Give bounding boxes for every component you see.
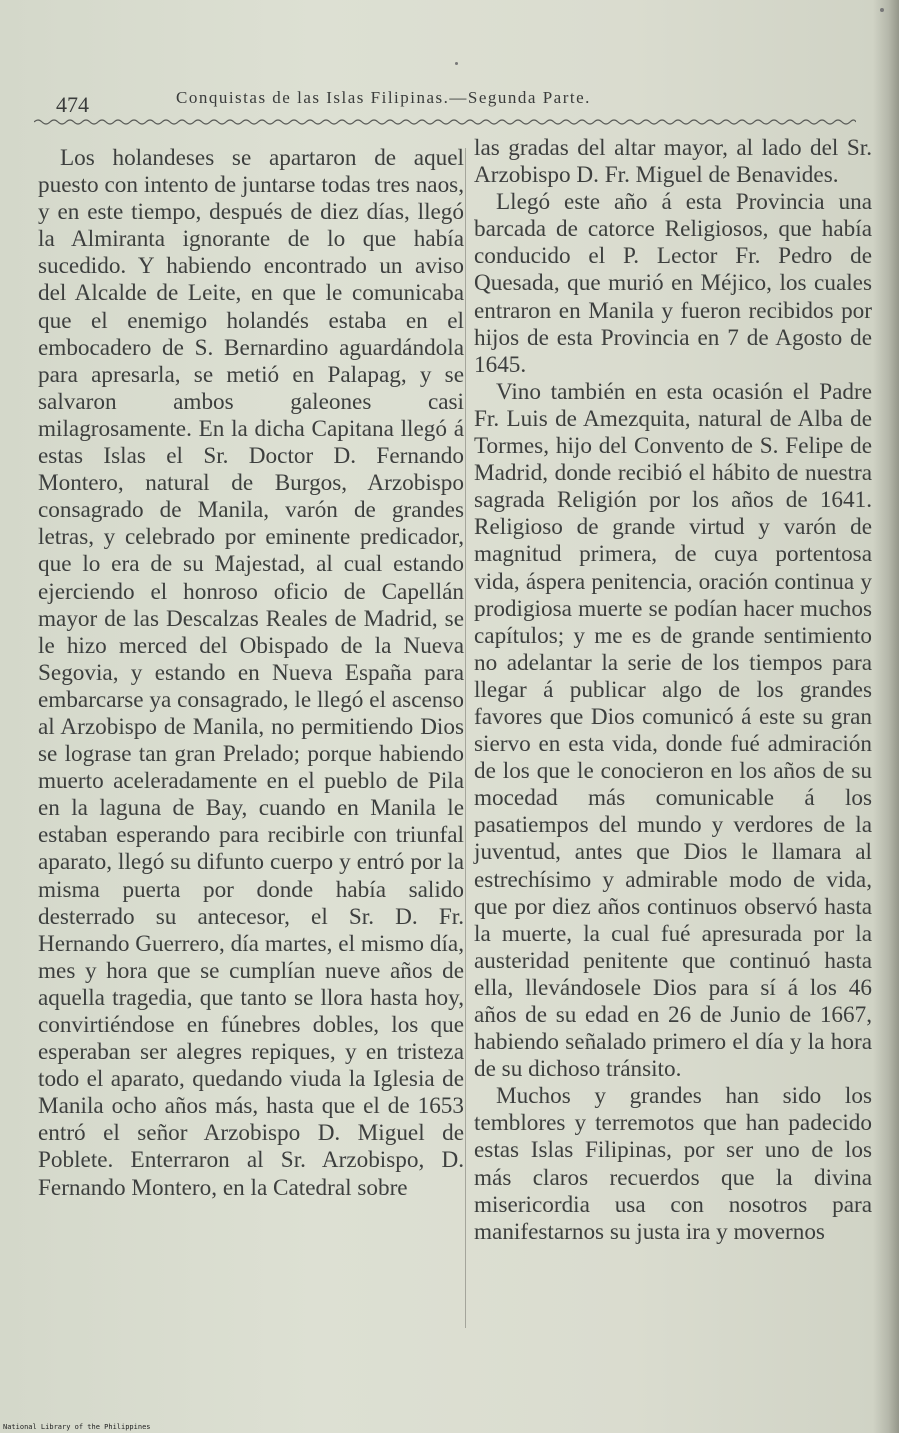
paragraph: las gradas del altar mayor, al lado del Sr. Arzobispo D. Fr. Miguel de Benavides. <box>474 135 872 189</box>
print-speck <box>880 8 884 12</box>
paragraph: Llegó este año á esta Provincia una barcada de catorce Religiosos, que había conducido el P. Lector Fr. Pedro de Quesada, que murió en Méjico, los cuales entraron en Manila y fueron recibidos por hijos de esta Provincia en 7 de Agosto de 1645. <box>474 189 872 378</box>
print-speck <box>455 62 458 65</box>
ornamental-rule <box>34 118 856 126</box>
paragraph: Los holandeses se apartaron de aquel puesto con intento de juntarse todas tres naos, y en este tiempo, después de diez días, llegó la Almiranta ignorante de lo que había sucedido. Y habiendo encontrado un aviso del Alcalde de Leite, en que le comunicaba que el enemigo holandés estaba en el embocadero de S. Bernardino aguardándola para apresarla, se metió en Palapag, y se salvaron ambos galeones casi milagrosamente. En la dicha Capitana llegó á estas Islas el Sr. Doctor D. Fernando Montero, natural de Burgos, Arzobispo consagrado de Manila, varón de grandes letras, y celebrado por eminente predicador, que lo era de su Majestad, al cual estando ejerciendo el honroso oficio de Capellán mayor de las Descalzas Reales de Madrid, se le hizo merced del Obispado de la Nueva Segovia, y estando en Nueva España para embarcarse ya consagrado, le llegó el ascenso al Arzobispo de Manila, no permitiendo Dios se lograse tan gran Prelado; porque habiendo muerto aceleradamente en el pueblo de Pila en la laguna de Bay, cuando en Manila le estaban esperando para recibirle con triunfal aparato, llegó su difunto cuerpo y entró por la misma puerta por donde había salido desterrado su antecesor, el Sr. D. Fr. Hernando Guerrero, día martes, el mismo día, mes y hora que se cumplían nueve años de aquella tragedia, que tanto se llora hasta hoy, convirtiéndose en fúnebres dobles, los que esperaban ser alegres repiques, y en tristeza todo el aparato, quedando viuda la Iglesia de Manila ocho años más, hasta que el de 1653 entró el señor Arzobispo D. Miguel de Poblete. Enterraron al Sr. Arzobispo, D. Fernando Montero, en la Catedral sobre <box>38 145 464 1201</box>
right-column <box>474 135 872 1246</box>
column-divider <box>465 148 466 1328</box>
paragraph: Muchos y grandes han sido los temblores y terremotos que han padecido estas Islas Filipinas, por ser uno de los más claros recuerdos que la divina misericordia usa con nosotros para manifestarnos su justa ira y movernos <box>474 1083 872 1245</box>
running-head: Conquistas de las Islas Filipinas.—Segunda Parte. <box>176 88 591 107</box>
library-credit: National Library of the Philippines <box>3 1423 151 1431</box>
paragraph: Vino también en esta ocasión el Padre Fr. Luis de Amezquita, natural de Alba de Tormes, hijo del Convento de S. Felipe de Madrid, donde recibió el hábito de nuestra sagrada Religión por los años de 1641. Religioso de grande virtud y varón de magnitud primera, de cuya portentosa vida, áspera penitencia, oración continua y prodigiosa muerte se podían hacer muchos capítulos; y me es de grande sentimiento no adelantar la serie de los tiempos para llegar á publicar algo de los grandes favores que Dios comunicó á este su gran siervo en esta vida, donde fué admiración de los que le conocieron en los años de su mocedad más comunicable á los pasatiempos del mundo y verdores de la juventud, antes que Dios le llamara al estrechísimo y admirable modo de vida, que por diez años continuos observó hasta la muerte, la cual fué apresurada por la austeridad penitente que continuó hasta ella, llevándosele Dios para sí á los 46 años de su edad en 26 de Junio de 1667, habiendo señalado primero el día y la hora de su dichoso tránsito. <box>474 378 872 1083</box>
page-number: 474 <box>56 92 89 117</box>
left-column <box>38 145 464 1202</box>
page-edge-shadow <box>873 0 899 1433</box>
